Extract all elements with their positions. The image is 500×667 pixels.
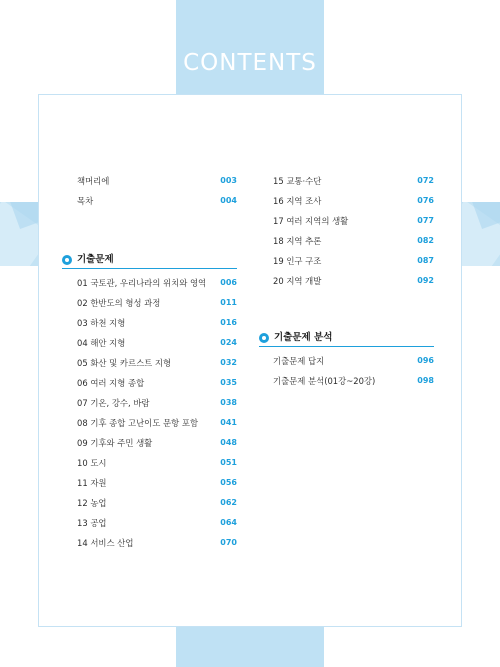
toc-item-label: 04 해안 지형 — [77, 338, 126, 348]
toc-item[interactable] — [77, 373, 237, 393]
section-bullet-icon — [259, 333, 269, 343]
toc-item[interactable] — [77, 413, 237, 433]
toc-item-label: 02 한반도의 형성 과정 — [77, 298, 161, 308]
toc-item[interactable] — [273, 371, 434, 391]
toc-item-label: 11 자원 — [77, 478, 107, 488]
toc-left-column — [77, 171, 237, 211]
toc-item-page: 011 — [220, 298, 237, 307]
toc-item-label: 13 공업 — [77, 518, 107, 528]
toc-item[interactable] — [77, 513, 237, 533]
toc-item-label: 기출문제 답지 — [273, 356, 325, 366]
toc-item-label: 03 하천 지형 — [77, 318, 126, 328]
section-heading-text: 기출문제 분석 — [274, 332, 333, 343]
toc-item-label: 책머리에 — [77, 176, 110, 186]
toc-item[interactable] — [77, 493, 237, 513]
bottom-decor-band — [176, 627, 324, 667]
section-exam-analysis — [259, 329, 434, 347]
toc-item[interactable] — [77, 533, 237, 553]
left-decor-band — [0, 202, 38, 266]
toc-item[interactable] — [77, 313, 237, 333]
toc-item-page: 076 — [417, 196, 434, 205]
toc-item[interactable] — [77, 273, 237, 293]
toc-item-label: 20 지역 개발 — [273, 276, 322, 286]
toc-item-page: 032 — [220, 358, 237, 367]
toc-item[interactable] — [77, 293, 237, 313]
toc-item-label: 01 국토관, 우리나라의 위치와 영역 — [77, 278, 207, 288]
toc-item-label: 17 여러 지역의 생활 — [273, 216, 349, 226]
toc-item[interactable] — [77, 171, 237, 191]
toc-item[interactable] — [77, 191, 237, 211]
toc-item-page: 041 — [220, 418, 237, 427]
page-title: CONTENTS — [183, 50, 317, 76]
toc-item[interactable] — [273, 191, 434, 211]
toc-item-page: 096 — [417, 356, 434, 365]
toc-item-page: 016 — [220, 318, 237, 327]
toc-item-label: 06 여러 지형 종합 — [77, 378, 145, 388]
toc-item-label: 08 기후 종합 고난이도 문항 포함 — [77, 418, 199, 428]
toc-item-label: 18 지역 추론 — [273, 236, 322, 246]
toc-item-label: 기출문제 분석(01강~20강) — [273, 376, 376, 386]
toc-item-page: 056 — [220, 478, 237, 487]
toc-item-page: 087 — [417, 256, 434, 265]
section-exam-questions — [62, 251, 237, 269]
toc-right-column — [273, 171, 434, 291]
toc-item[interactable] — [273, 231, 434, 251]
section-heading — [259, 329, 434, 347]
toc-item[interactable] — [273, 211, 434, 231]
toc-item-label: 05 화산 및 카르스트 지형 — [77, 358, 172, 368]
toc-item-label: 10 도시 — [77, 458, 107, 468]
toc-item-page: 048 — [220, 438, 237, 447]
toc-item-label: 07 기온, 강수, 바람 — [77, 398, 150, 408]
toc-item-page: 062 — [220, 498, 237, 507]
toc-item[interactable] — [77, 433, 237, 453]
toc-item-label: 15 교통·수단 — [273, 176, 322, 186]
toc-item-label: 19 인구 구조 — [273, 256, 322, 266]
toc-item-page: 003 — [220, 176, 237, 185]
toc-item[interactable] — [273, 271, 434, 291]
toc-item-label: 14 서비스 산업 — [77, 538, 134, 548]
toc-item-page: 070 — [220, 538, 237, 547]
toc-item[interactable] — [77, 333, 237, 353]
toc-item[interactable] — [273, 251, 434, 271]
section-heading — [62, 251, 237, 269]
toc-item[interactable] — [77, 353, 237, 373]
toc-item-page: 051 — [220, 458, 237, 467]
toc-item-label: 16 지역 조사 — [273, 196, 322, 206]
toc-item-page: 077 — [417, 216, 434, 225]
toc-item-page: 038 — [220, 398, 237, 407]
toc-item-page: 098 — [417, 376, 434, 385]
toc-item-page: 064 — [220, 518, 237, 527]
toc-item-page: 004 — [220, 196, 237, 205]
toc-item-page: 006 — [220, 278, 237, 287]
toc-item-page: 082 — [417, 236, 434, 245]
toc-item[interactable] — [77, 393, 237, 413]
toc-item[interactable] — [77, 473, 237, 493]
toc-item[interactable] — [77, 453, 237, 473]
top-decor-band — [176, 0, 324, 94]
toc-item-page: 024 — [220, 338, 237, 347]
toc-item-label: 목차 — [77, 196, 94, 206]
toc-item-label: 12 농업 — [77, 498, 107, 508]
toc-item[interactable] — [273, 171, 434, 191]
toc-item-page: 092 — [417, 276, 434, 285]
section-heading-text: 기출문제 — [77, 254, 114, 265]
section-exam-questions-list — [77, 273, 237, 553]
right-decor-band — [462, 202, 500, 266]
section-bullet-icon — [62, 255, 72, 265]
toc-item-page: 072 — [417, 176, 434, 185]
section-exam-analysis-list — [273, 351, 434, 391]
toc-item[interactable] — [273, 351, 434, 371]
toc-item-label: 09 기후와 주민 생활 — [77, 438, 153, 448]
toc-item-page: 035 — [220, 378, 237, 387]
